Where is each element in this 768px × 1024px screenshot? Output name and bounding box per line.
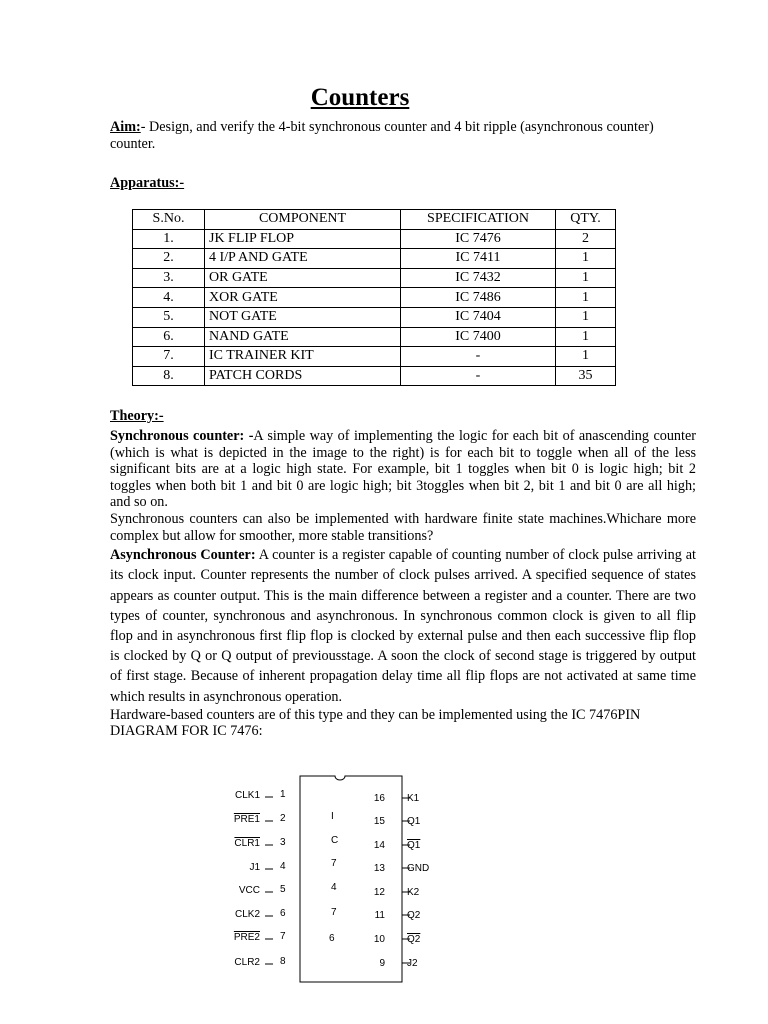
cell-specification: IC 7404 <box>401 307 556 327</box>
pin-label-q2: Q2 <box>407 934 421 945</box>
cell-sno: 2. <box>133 249 205 269</box>
cell-qty: 1 <box>556 268 616 288</box>
chip-label-char: I <box>331 811 334 822</box>
cell-component: NOT GATE <box>205 307 401 327</box>
page-title: Counters <box>310 84 410 111</box>
header-component: COMPONENT <box>205 210 401 230</box>
sync-text: A simple way of implementing the logic for each bit of anascending counter (which is what is depicted in the image to the right) is for each bit to toggle when all of the less significant bits are at a logic high state. For example, bit 1 toggles when bit 0 is logic high; bit 2 toggles when both bit 1 and bit 0 are logic high; bit 3toggles when bit 2, bit 1 and bit 0 are all high; and so on. <box>110 428 696 511</box>
ic-7476-pin-diagram <box>222 775 452 985</box>
chip-label-char: 7 <box>331 907 337 918</box>
apparatus-heading: Apparatus:- <box>110 175 185 191</box>
pin-number-4: 4 <box>280 861 286 872</box>
pin-label-gnd: GND <box>407 863 430 874</box>
cell-sno: 7. <box>133 347 205 367</box>
header-sno: S.No. <box>133 210 205 230</box>
sync-paragraph-2: Synchronous counters can also be implemented with hardware finite state machines.Whichare more complex but allow for smoother, more stable transitions? <box>110 510 696 544</box>
pin-number-10: 10 <box>373 934 385 945</box>
cell-specification: IC 7411 <box>401 249 556 269</box>
cell-component: JK FLIP FLOP <box>205 229 401 249</box>
header-specification: SPECIFICATION <box>401 210 556 230</box>
pin-label-j1: J1 <box>249 862 260 873</box>
cell-qty: 1 <box>556 347 616 367</box>
async-text: A counter is a register capable of counting number of clock pulse arriving at its clock input. Counter represents the number of clock pulses arrived. A specified sequence of states appears as counter output. This is the main difference between a register and a counter. There are two types of counter, synchronous and asynchronous. In synchronous common clock is given to all flip flop and in asynchronous first flip flop is clocked by external pulse and then each successive flip flop is clocked by Q or Q output of previousstage. A soon the clock of second stage is triggered by output of first stage. Because of inherent propagation delay time all flip flops are not activated at same time which results in asynchronous operation. <box>110 547 696 705</box>
table-row <box>133 249 616 269</box>
pin-label-k1: K1 <box>407 793 420 804</box>
cell-specification: IC 7486 <box>401 288 556 308</box>
cell-component: OR GATE <box>205 268 401 288</box>
table-row <box>133 327 616 347</box>
pin-diagram-svg <box>222 775 452 985</box>
cell-sno: 8. <box>133 366 205 386</box>
cell-qty: 1 <box>556 327 616 347</box>
cell-qty: 1 <box>556 307 616 327</box>
aim-label: Aim: <box>110 119 141 135</box>
table-header-row <box>133 210 616 230</box>
pin-number-11: 11 <box>374 910 385 921</box>
pin-number-5: 5 <box>280 884 286 895</box>
pin-number-6: 6 <box>280 908 286 919</box>
sync-paragraph <box>110 428 696 511</box>
table-row <box>133 307 616 327</box>
cell-component: XOR GATE <box>205 288 401 308</box>
table-row <box>133 229 616 249</box>
table-row <box>133 347 616 367</box>
table-row <box>133 366 616 386</box>
cell-sno: 5. <box>133 307 205 327</box>
cell-sno: 6. <box>133 327 205 347</box>
cell-component: NAND GATE <box>205 327 401 347</box>
pin-number-13: 13 <box>373 863 385 874</box>
chip-label-char: C <box>331 835 339 846</box>
cell-specification: IC 7476 <box>401 229 556 249</box>
chip-label-char: 7 <box>331 858 337 869</box>
pin-number-9: 9 <box>379 958 385 969</box>
pin-label-q2: Q2 <box>407 910 421 921</box>
pin-number-7: 7 <box>280 931 286 942</box>
chip-outline <box>300 776 402 982</box>
sync-label: Synchronous counter: - <box>110 428 254 444</box>
pin-label-vcc: VCC <box>238 885 260 896</box>
cell-specification: - <box>401 347 556 367</box>
cell-qty: 2 <box>556 229 616 249</box>
cell-specification: - <box>401 366 556 386</box>
async-paragraph <box>110 545 696 707</box>
cell-sno: 4. <box>133 288 205 308</box>
chip-label-char: 6 <box>329 933 335 944</box>
pin-label-q1: Q1 <box>407 816 421 827</box>
pin-number-1: 1 <box>280 789 286 800</box>
cell-component: PATCH CORDS <box>205 366 401 386</box>
aim-section <box>110 119 670 153</box>
pin-number-14: 14 <box>373 840 385 851</box>
table-row <box>133 288 616 308</box>
pin-label-pre2: PRE2 <box>233 932 260 943</box>
pin-label-q1: Q1 <box>407 840 421 851</box>
cell-qty: 1 <box>556 249 616 269</box>
pin-label-clr1: CLR1 <box>234 838 260 849</box>
pin-label-clr2: CLR2 <box>234 957 260 968</box>
pin-label-clk2: CLK2 <box>234 909 260 920</box>
chip-label-char: 4 <box>331 882 337 893</box>
pin-number-2: 2 <box>280 813 286 824</box>
table-row <box>133 268 616 288</box>
pin-label-j2: J2 <box>407 958 418 969</box>
pin-number-15: 15 <box>373 816 385 827</box>
pin-number-16: 16 <box>373 793 385 804</box>
cell-component: IC TRAINER KIT <box>205 347 401 367</box>
theory-heading: Theory:- <box>110 408 164 424</box>
theory-body <box>110 428 696 740</box>
cell-component: 4 I/P AND GATE <box>205 249 401 269</box>
pin-label-k2: K2 <box>407 887 420 898</box>
cell-specification: IC 7400 <box>401 327 556 347</box>
async-label: Asynchronous Counter: <box>110 547 256 564</box>
header-qty: QTY. <box>556 210 616 230</box>
pin-number-3: 3 <box>280 837 286 848</box>
pin-number-8: 8 <box>280 956 286 967</box>
cell-qty: 1 <box>556 288 616 308</box>
pin-number-12: 12 <box>373 887 385 898</box>
cell-specification: IC 7432 <box>401 268 556 288</box>
hardware-paragraph: Hardware-based counters are of this type and they can be implemented using the IC 7476PIN DIAGRAM FOR IC 7476: <box>110 706 641 740</box>
pin-label-clk1: CLK1 <box>234 790 260 801</box>
pin-label-pre1: PRE1 <box>233 814 260 825</box>
apparatus-table <box>132 209 616 386</box>
cell-qty: 35 <box>556 366 616 386</box>
aim-text: - Design, and verify the 4-bit synchronous counter and 4 bit ripple (asynchronous counter) counter. <box>110 119 654 152</box>
cell-sno: 3. <box>133 268 205 288</box>
cell-sno: 1. <box>133 229 205 249</box>
